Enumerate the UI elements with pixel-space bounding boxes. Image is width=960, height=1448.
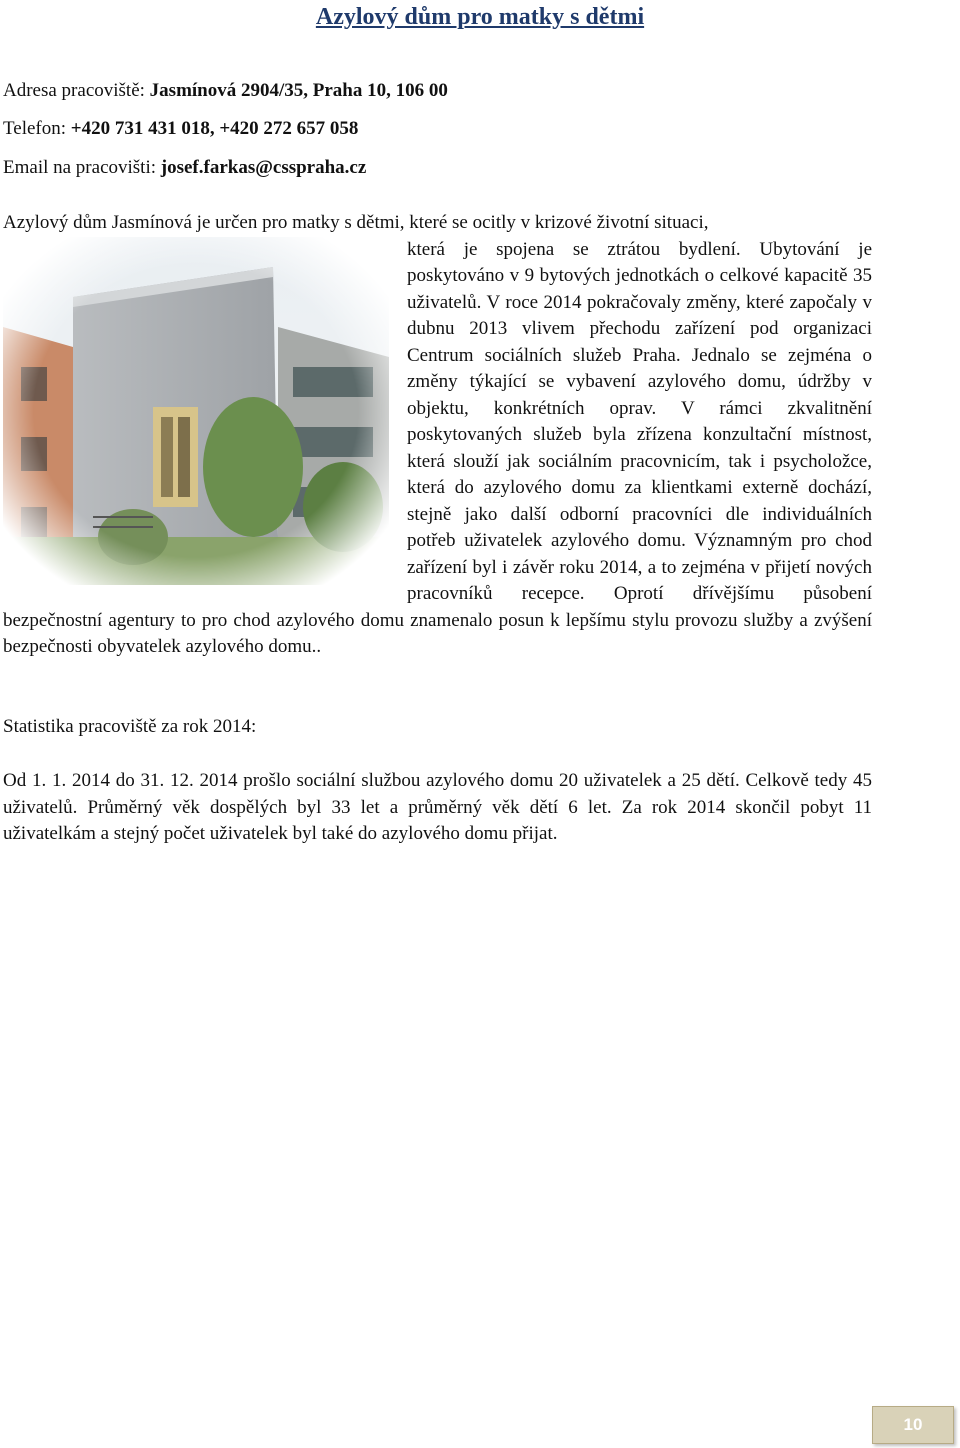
email-value: josef.farkas@csspraha.cz	[160, 157, 367, 178]
phone-value: +420 731 431 018, +420 272 657 058	[70, 118, 359, 139]
email-label: Email na pracovišti:	[3, 157, 161, 178]
page-number: 10	[872, 1406, 954, 1444]
address-line	[3, 80, 448, 102]
address-label: Adresa pracoviště:	[3, 80, 150, 101]
statistics-paragraph: Od 1. 1. 2014 do 31. 12. 2014 prošlo sociální službou azylového domu 20 uživatelek a 25 dětí. Celkově tedy 45 uživatelů. Průměrný věk dospělých byl 33 let a průměrný věk dětí 6 let. Za rok 2014 skončil pobyt 11 uživatelkám a stejný počet uživatelek byl také do azylového domu přijat.	[3, 770, 872, 844]
intro-paragraph	[3, 210, 872, 661]
phone-label: Telefon:	[3, 118, 71, 139]
address-value: Jasmínová 2904/35, Praha 10, 106 00	[149, 80, 448, 101]
building-photo	[3, 237, 389, 585]
statistics-heading: Statistika pracoviště za rok 2014:	[3, 716, 257, 737]
page-title: Azylový dům pro matky s dětmi	[315, 4, 645, 30]
phone-line	[3, 118, 358, 140]
email-line	[3, 157, 366, 179]
intro-text: která je spojena se ztrátou bydlení. Ubytování je poskytováno v 9 bytových jednotkách o celkové kapacitě 35 uživatelů. V roce 2014 pokračovaly změny, které započaly v dubnu 2013 vlivem přechodu zařízení pod organizaci Centrum sociálních služeb Praha. Jednalo se zejména o změny týkající se vybavení azylového domu, údržby v objektu, konkrétních oprav. V rámci zkvalitnění poskytovaných služeb byla zřízena konzultační místnost, která slouží jak sociálním pracovnicím, tak i psycholožce, která do azylového domu za klientkami externě dochází, stejně jako další odborní pracovníci dle individuálních potřeb uživatelek azylového domu. Významným pro chod zařízení byl i závěr roku 2014, a to zejména v přijetí nových pracovníků recepce. Oprotí dřívějšímu působení bezpečnostní agentury to pro chod azylového domu znamenalo posun k lepšímu stylu provozu služby a zvýšení bezpečnosti obyvatelek azylového domu..	[3, 238, 872, 657]
intro-first-line: Azylový dům Jasmínová je určen pro matky s dětmi, které se ocitly v krizové životní situaci,	[3, 212, 709, 233]
